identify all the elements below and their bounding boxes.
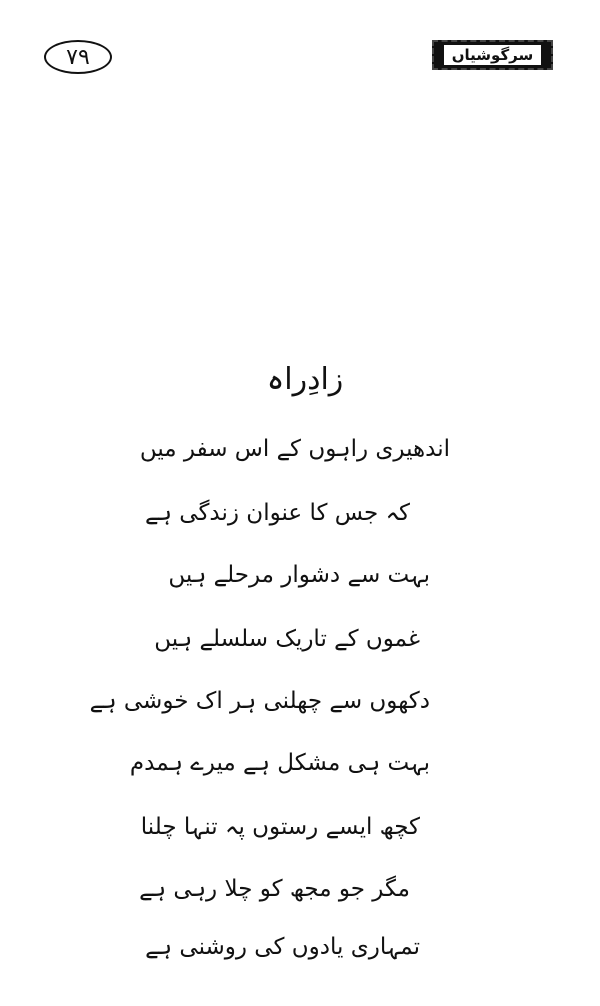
page-number bbox=[44, 40, 112, 74]
poem-line: مگر جو مجھ کو چلا رہی ہے bbox=[139, 876, 410, 902]
poem-line: اندھیری راہوں کے اس سفر میں bbox=[139, 436, 450, 462]
poem-line: دکھوں سے چھلنی ہر اک خوشی ہے bbox=[89, 688, 430, 714]
book-title: سرگوشیاں bbox=[444, 45, 542, 65]
poem-line: کہ جس کا عنوان زندگی ہے bbox=[145, 500, 410, 526]
poem-line: کچھ ایسے رستوں پہ تنہا چلنا bbox=[140, 814, 420, 840]
poem-line: غموں کے تاریک سلسلے ہیں bbox=[154, 626, 420, 652]
book-title-badge bbox=[432, 40, 553, 70]
page-number-text: ۷۹ bbox=[66, 44, 90, 70]
poem-line: بہت سے دشوار مرحلے ہیں bbox=[168, 562, 430, 588]
poem-line: بہت ہی مشکل ہے میرے ہمدم bbox=[129, 750, 430, 776]
poem-line: تمہاری یادوں کی روشنی ہے bbox=[145, 934, 420, 960]
poem-title: زادِراہ bbox=[266, 362, 344, 397]
